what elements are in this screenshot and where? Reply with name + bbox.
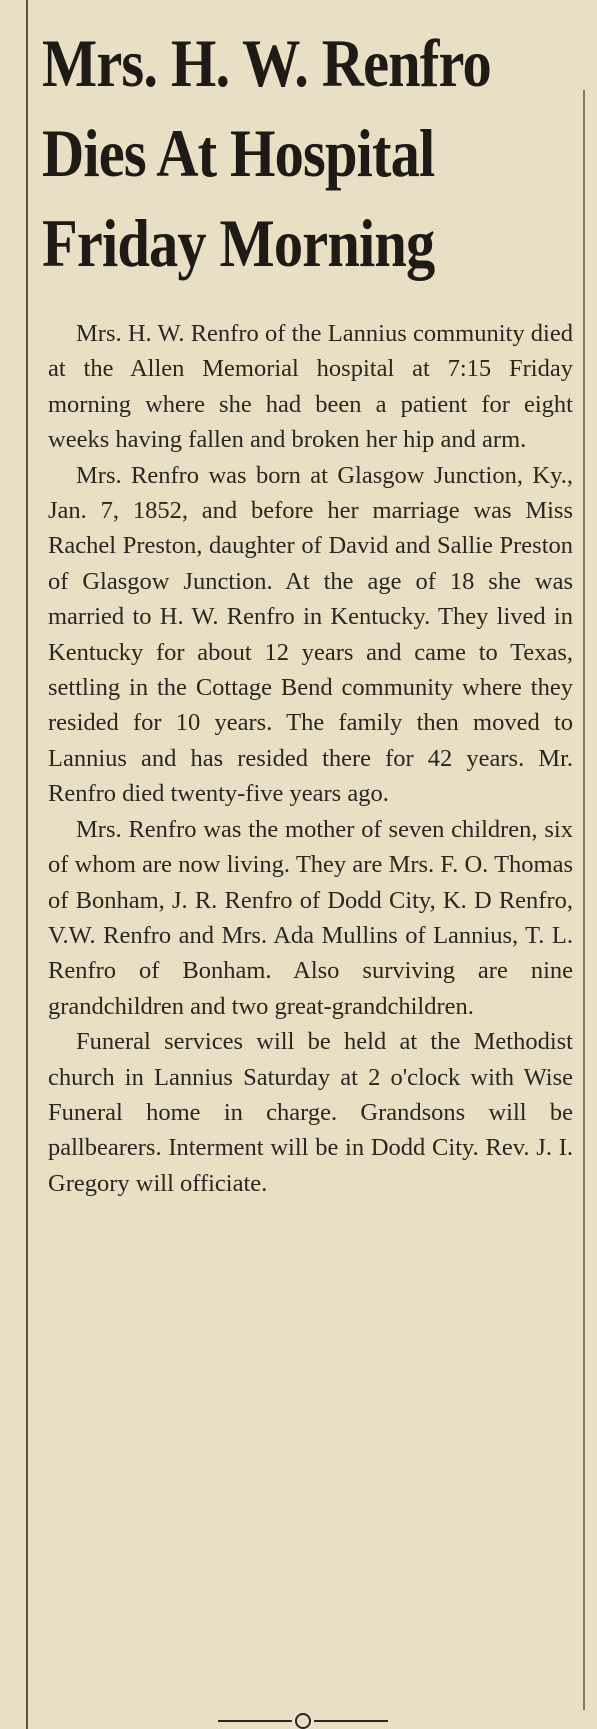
paragraph-funeral: Funeral services will be held at the Methodist church in Lannius Saturday at 2 o'clock with Wise Funeral home in charge. Grandsons will be pallbearers. Interment will be in Dodd City. Rev. J. I. Gregory will officiate.: [48, 1028, 573, 1197]
paragraph-death-notice: Mrs. H. W. Renfro of the Lannius community died at the Allen Memorial hospital at 7:15 Friday morning where she had been a patient for eight weeks having fallen and broken her hip and arm.: [48, 320, 573, 454]
column-rule-right: [583, 90, 585, 1710]
end-ornament: [218, 1712, 388, 1729]
column-rule-left: [26, 0, 28, 1729]
headline-line-3: Friday Morning: [42, 205, 435, 281]
paragraph-biography: Mrs. Renfro was born at Glasgow Junction, Ky., Jan. 7, 1852, and before her marriage was Miss Rachel Preston, daughter of David and Sallie Preston of Glasgow Junction. At the age of 18 she was married to H. W. Renfro in Kentucky. They lived in Kentucky for about 12 years and came to Texas, settling in the Cottage Bend community where they resided for 10 years. The family then moved to Lannius and has resided there for 42 years. Mr. Renfro died twenty-five years ago.: [48, 461, 573, 808]
article-body: [48, 316, 573, 1201]
paragraph-survivors: Mrs. Renfro was the mother of seven children, six of whom are now living. They are Mrs. F. O. Thomas of Bonham, J. R. Renfro of Dodd City, K. D Renfro, V.W. Renfro and Mrs. Ada Mullins of Lannius, T. L. Renfro of Bonham. Also surviving are nine grandchildren and two great-grandchildren.: [48, 815, 573, 1020]
headline-line-2: Dies At Hospital: [42, 115, 435, 191]
article-headline: [42, 18, 506, 288]
headline-line-1: Mrs. H. W. Renfro: [42, 25, 491, 101]
